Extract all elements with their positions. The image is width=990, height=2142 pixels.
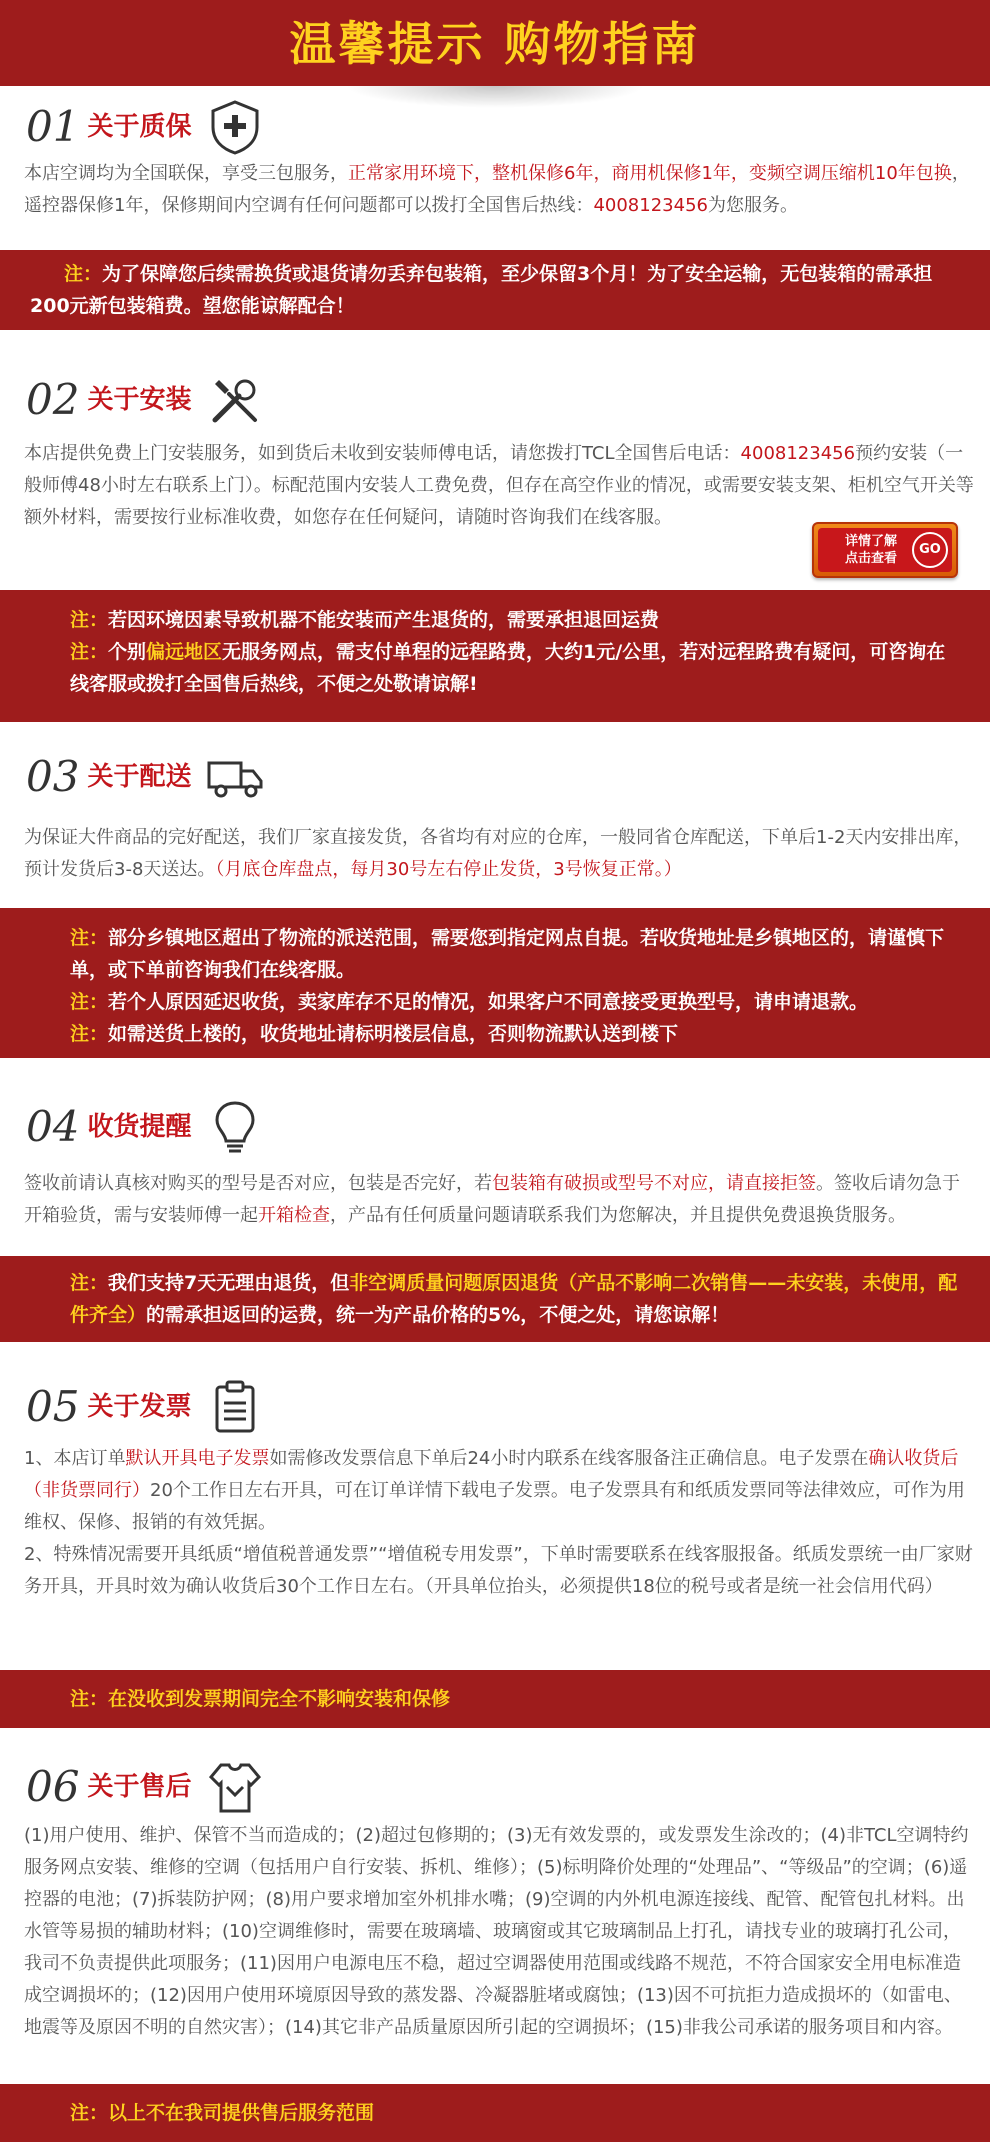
note-band-invoice: [0, 1670, 990, 1728]
shield-plus-icon: [205, 97, 265, 157]
note-text: 若个人原因延迟收货，卖家库存不足的情况，如果客户不同意接受更换型号，请申请退款。: [108, 991, 869, 1013]
section-title: 关于配送: [87, 762, 192, 792]
note-line: [30, 1683, 960, 1715]
note-label: 注：: [64, 263, 103, 285]
note-highlight: 以上不在我司提供售后服务范围: [108, 2102, 375, 2124]
note-line: [30, 2097, 960, 2129]
body-text-segment: 20个工作日左右开具，可在订单详情下载电子发票。电子发票具有和纸质发票同等法律效应，可作为用维权、保修、报销的有效凭据。: [24, 1480, 965, 1533]
body-text-segment: 为保证大件商品的完好配送，我们厂家直接发货，各省均有对应的仓库，一般同省仓库配送，下单后1-2天内安排出库，预计发货后3-8天送达。: [24, 827, 972, 880]
section-number: 06: [26, 1762, 80, 1811]
note-line: [30, 1018, 960, 1050]
highlight-text: 4008123456: [593, 195, 708, 216]
note-band-warranty: [0, 250, 990, 330]
section-body-invoice: [24, 1443, 974, 1603]
body-text-segment: ，遥控器保修1年，保修期间内空调有任何问题都可以拨打全国售后热线：: [24, 163, 970, 216]
note-text: 我们支持7天无理由退货，但: [108, 1272, 350, 1294]
banner-shadow: [345, 86, 645, 108]
section-body-install: [24, 438, 974, 534]
truck-icon: [205, 747, 265, 807]
body-text-segment: 2、特殊情况需要开具纸质“增值税普通发票”“增值税专用发票”，下单时需要联系在线客服报备。纸质发票统一由厂家财务开具，开具时效为确认收货后30个工作日左右。（开具单位抬头，必须提供18位的税号或者是统一社会信用代码）: [24, 1544, 973, 1597]
highlight-text: 确认收货后（非货票同行）: [24, 1448, 959, 1501]
note-highlight: 偏远地区: [146, 641, 223, 663]
note-band-receipt: [0, 1256, 990, 1342]
wrench-screwdriver-icon: [205, 370, 265, 430]
note-label: 注：: [70, 609, 109, 631]
shirt-service-icon: [205, 1757, 265, 1817]
header-banner: [0, 0, 990, 86]
note-label: 注：: [70, 991, 109, 1013]
note-label: 注：: [70, 1023, 109, 1045]
body-text-segment: 本店空调均为全国联保，享受三包服务，: [24, 163, 348, 184]
note-line: [30, 922, 960, 986]
highlight-text: 4008123456: [740, 443, 856, 464]
body-text-segment: 本店提供免费上门安装服务，如到货后未收到安装师傅电话，请您拨打TCL全国售后电话：: [24, 443, 741, 464]
section-header-receipt: [26, 1092, 265, 1162]
note-text: 的需承担返回的运费，统一为产品价格的5%，不便之处，请您谅解！: [146, 1304, 730, 1326]
section-header-delivery: [26, 742, 265, 812]
section-body-delivery: [24, 822, 974, 886]
note-text: 如需送货上楼的，收货地址请标明楼层信息，否则物流默认送到楼下: [108, 1023, 679, 1045]
section-number: 01: [26, 102, 80, 151]
note-line: [30, 636, 960, 700]
note-text: 无服务网点，需支付单程的远程路费，大约1元/公里，若对远程路费有疑问，可咨询在线客服或拨打全国售后热线，不便之处敬请谅解!: [70, 641, 946, 695]
page-title: 温馨提示 购物指南: [289, 17, 701, 71]
section-body-aftersales: [24, 1820, 974, 2044]
section-title: 关于发票: [87, 1392, 192, 1422]
note-highlight: 非空调质量问题原因退货（产品不影响二次销售——未安装，未使用，配件齐全）: [70, 1272, 958, 1326]
note-label: 注：: [70, 1272, 109, 1294]
body-text-segment: ，产品有任何质量问题请联系我们为您解决，并且提供免费退换货服务。: [330, 1205, 906, 1226]
note-text: 个别: [108, 641, 147, 663]
note-band-install: [0, 590, 990, 722]
highlight-text: （月底仓库盘点，每月30号左右停止发货，3号恢复正常。）: [215, 859, 682, 880]
clipboard-icon: [205, 1377, 265, 1437]
section-title: 收货提醒: [87, 1112, 192, 1142]
section-number: 03: [26, 752, 80, 801]
highlight-text: 默认开具电子发票: [125, 1448, 270, 1469]
body-text-segment: 1、本店订单: [24, 1448, 126, 1469]
highlight-text: 开箱检查: [258, 1205, 330, 1226]
note-label: 注：: [70, 927, 109, 949]
section-title: 关于质保: [87, 112, 192, 142]
body-text-segment: 预约安装（一般师傅48小时左右联系上门）。标配范围内安装人工费免费，但存在高空作业的情况，或需要安装支架、柜机空气开关等额外材料，需要按行业标准收费，如您存在任何疑问，请随时咨询我们在线客服。: [24, 443, 974, 528]
note-highlight: 在没收到发票期间完全不影响安装和保修: [108, 1688, 451, 1710]
go-button-text: [826, 533, 916, 567]
note-label: 注：: [70, 641, 109, 663]
body-text-segment: 签收前请认真核对购买的型号是否对应，包装是否完好，若: [24, 1173, 492, 1194]
note-text: 部分乡镇地区超出了物流的派送范围，需要您到指定网点自提。若收货地址是乡镇地区的，请谨慎下单，或下单前咨询我们在线客服。: [70, 927, 945, 981]
body-text-segment: (1)用户使用、维护、保管不当而造成的；(2)超过包修期的；(3)无有效发票的，或发票发生涂改的；(4)非TCL空调特约服务网点安装、维修的空调（包括用户自行安装、拆机、维修）；(5)标明降价处理的“处理品”、“等级品”的空调；(6)遥控器的电池；(7)拆装防护网；(8)用户要求增加室外机排水嘴；(9)空调的内外机电源连接线、配管、配管包扎材料。出水管等易损的辅助材料；(10)空调维修时，需要在玻璃墙、玻璃窗或其它玻璃制品上打孔，请找专业的玻璃打孔公司，我司不负责提供此项服务；(11)因用户电源电压不稳，超过空调器使用范围或线路不规范，不符合国家安全用电标准造成空调损坏的；(12)因用户使用环境原因导致的蒸发器、冷凝器脏堵或腐蚀；(13)因不可抗拒力造成损坏的（如雷电、地震等及原因不明的自然灾害）；(14)其它非产品质量原因所引起的空调损坏；(15)非我公司承诺的服务项目和内容。: [24, 1825, 969, 2038]
note-line: [30, 1267, 960, 1331]
go-button-line1: 详情了解: [844, 534, 897, 549]
body-text-segment: 。签收后请勿急于开箱验货，需与安装师傅一起: [24, 1173, 960, 1226]
lightbulb-icon: [205, 1097, 265, 1157]
note-line: [30, 604, 960, 636]
section-header-warranty: [26, 92, 265, 162]
highlight-text: 正常家用环境下，整机保修6年，商用机保修1年，变频空调压缩机10年包换: [348, 163, 952, 184]
go-button-line2: 点击查看: [844, 551, 897, 566]
section-number: 05: [26, 1382, 80, 1431]
body-text-segment: 为您服务。: [707, 195, 798, 216]
section-header-aftersales: [26, 1752, 265, 1822]
section-title: 关于安装: [87, 385, 192, 415]
section-body-warranty: [24, 158, 974, 222]
section-body-receipt: [24, 1168, 974, 1232]
note-label: 注：: [70, 2102, 109, 2124]
note-line: [30, 986, 960, 1018]
section-number: 02: [26, 375, 80, 424]
note-text: 为了保障您后续需换货或退货请勿丢弃包装箱，至少保留3个月！为了安全运输，无包装箱的需承担200元新包装箱费。望您能谅解配合！: [30, 263, 933, 317]
details-go-button[interactable]: [812, 522, 958, 578]
highlight-text: 包装箱有破损或型号不对应，请直接拒签: [492, 1173, 816, 1194]
note-band-delivery: [0, 908, 990, 1058]
go-circle: GO: [912, 532, 948, 568]
note-text: 若因环境因素导致机器不能安装而产生退货的，需要承担退回运费: [108, 609, 660, 631]
section-title: 关于售后: [87, 1772, 192, 1802]
note-label: 注：: [70, 1688, 109, 1710]
section-header-install: [26, 365, 265, 435]
section-header-invoice: [26, 1372, 265, 1442]
section-number: 04: [26, 1102, 80, 1151]
go-button-inner: [818, 528, 952, 572]
note-band-aftersales: [0, 2084, 990, 2142]
body-text-segment: 如需修改发票信息下单后24小时内联系在线客服备注正确信息。电子发票在: [269, 1448, 869, 1469]
